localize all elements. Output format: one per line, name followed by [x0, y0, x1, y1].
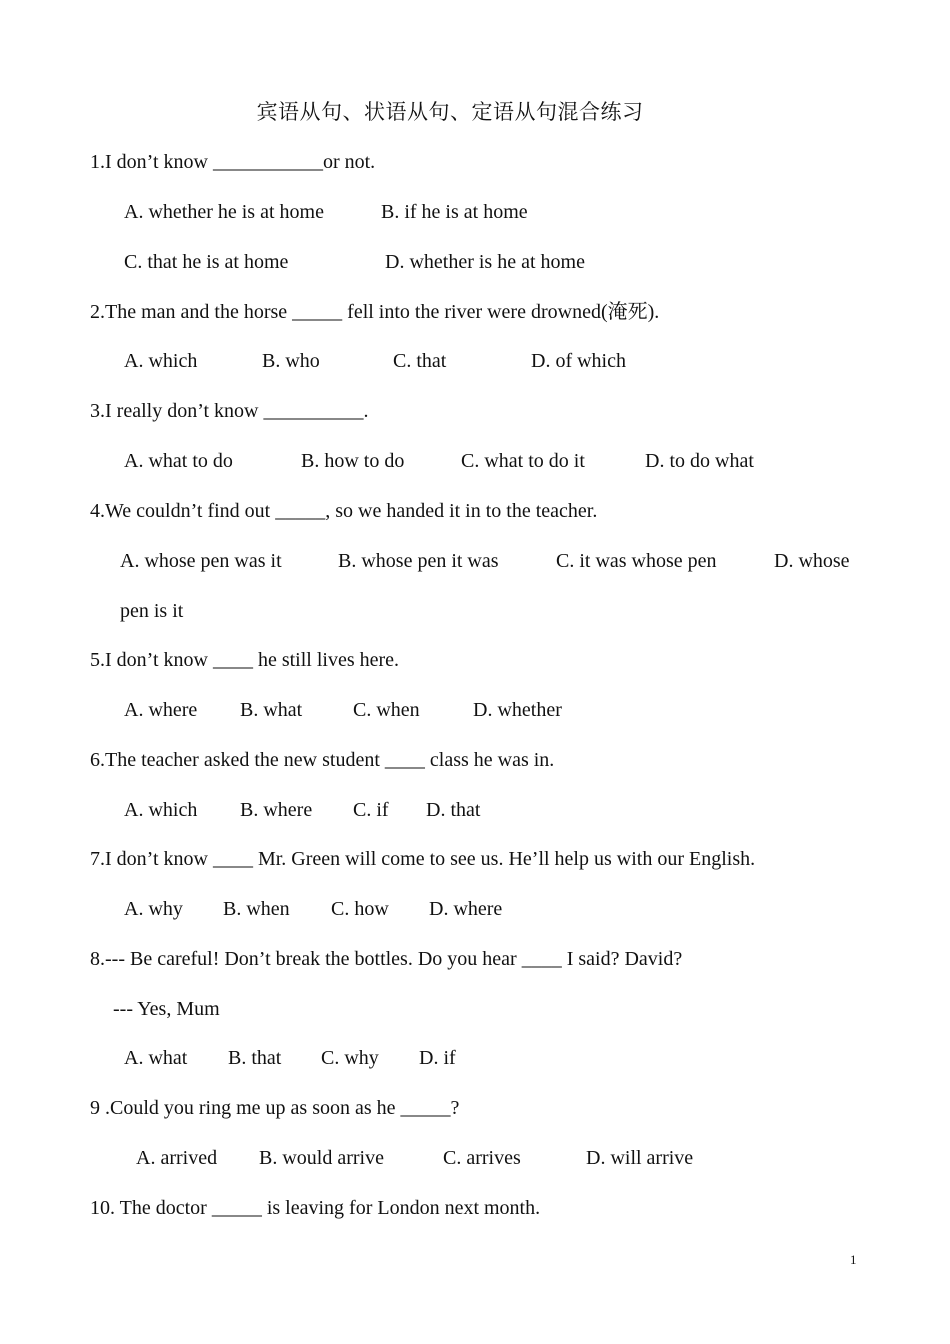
- question-10-stem: 10. The doctor _____ is leaving for London next month.: [90, 1197, 541, 1219]
- question-9-stem: 9 .Could you ring me up as soon as he _____?: [90, 1097, 460, 1119]
- question-1-stem: 1.I don’t know ___________or not.: [90, 151, 376, 173]
- option-d: D. whether is he at home: [385, 251, 585, 273]
- option-c: C. it was whose pen: [556, 550, 717, 572]
- option-d: D. will arrive: [586, 1147, 694, 1169]
- page-number: 1: [850, 1252, 857, 1267]
- option-c: C. that: [393, 350, 447, 372]
- question-2-stem: 2.The man and the horse _____ fell into the river were drowned(淹死).: [90, 301, 660, 323]
- option-a: A. where: [124, 699, 198, 721]
- option-a: A. what: [124, 1047, 188, 1069]
- question-8-reply: --- Yes, Mum: [113, 998, 220, 1020]
- option-b: B. would arrive: [259, 1147, 384, 1169]
- option-b: B. who: [262, 350, 320, 372]
- option-a: A. arrived: [136, 1147, 218, 1169]
- page-title: 宾语从句、状语从句、定语从句混合练习: [256, 100, 644, 124]
- option-a: A. whose pen was it: [120, 550, 282, 572]
- option-a: A. what to do: [124, 450, 233, 472]
- question-4-option-d-continuation: pen is it: [120, 600, 184, 622]
- question-4-stem: 4.We couldn’t find out _____, so we handed it in to the teacher.: [90, 500, 598, 522]
- option-d: D. if: [419, 1047, 456, 1069]
- option-c: C. how: [331, 898, 389, 920]
- option-c: C. if: [353, 799, 389, 821]
- option-b: B. where: [240, 799, 313, 821]
- option-d: D. of which: [531, 350, 626, 372]
- option-b: B. what: [240, 699, 303, 721]
- option-c: C. what to do it: [461, 450, 585, 472]
- question-5-stem: 5.I don’t know ____ he still lives here.: [90, 649, 400, 671]
- option-d: D. whose: [774, 550, 850, 572]
- option-a: A. which: [124, 350, 198, 372]
- option-c: C. why: [321, 1047, 379, 1069]
- option-c: C. arrives: [443, 1147, 521, 1169]
- option-a: A. whether he is at home: [124, 201, 324, 223]
- question-8-stem: 8.--- Be careful! Don’t break the bottles. Do you hear ____ I said? David?: [90, 948, 683, 970]
- option-d: D. to do what: [645, 450, 754, 472]
- option-d: D. whether: [473, 699, 562, 721]
- option-d: D. where: [429, 898, 503, 920]
- option-b: B. if he is at home: [381, 201, 528, 223]
- option-c: C. when: [353, 699, 420, 721]
- question-6-stem: 6.The teacher asked the new student ____ class he was in.: [90, 749, 555, 771]
- question-3-stem: 3.I really don’t know __________.: [90, 400, 369, 422]
- option-a: A. why: [124, 898, 183, 920]
- option-b: B. that: [228, 1047, 282, 1069]
- option-b: B. how to do: [301, 450, 405, 472]
- option-b: B. whose pen it was: [338, 550, 499, 572]
- option-a: A. which: [124, 799, 198, 821]
- option-c: C. that he is at home: [124, 251, 289, 273]
- question-7-stem: 7.I don’t know ____ Mr. Green will come to see us. He’ll help us with our English.: [90, 848, 756, 870]
- option-b: B. when: [223, 898, 290, 920]
- option-d: D. that: [426, 799, 481, 821]
